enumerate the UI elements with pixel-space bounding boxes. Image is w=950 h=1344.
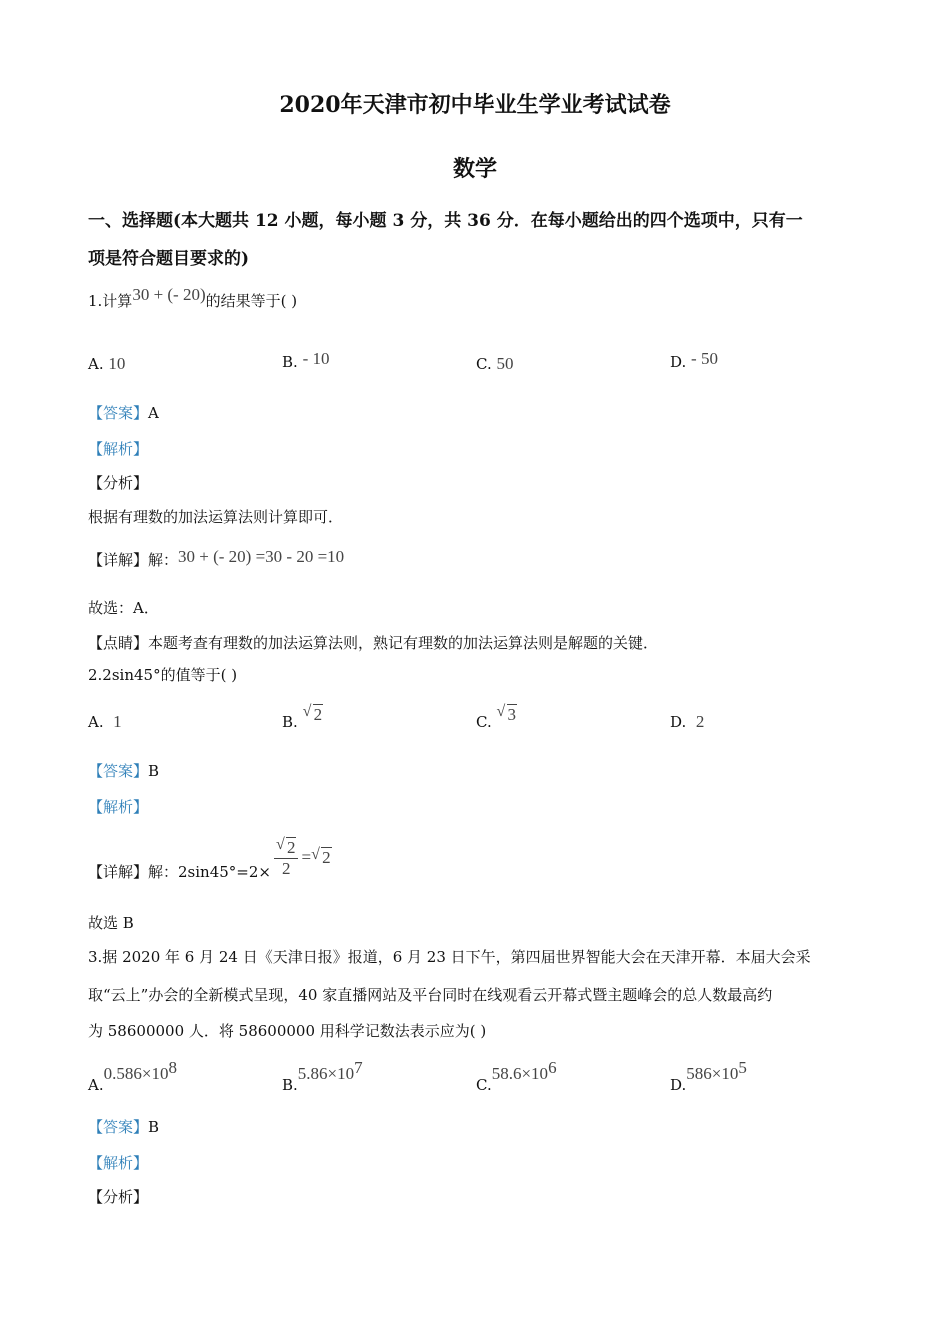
fraction: √ 2 2	[274, 838, 299, 879]
q1-fenxi-tag: 【分析】	[88, 474, 149, 492]
q2-option-d: D. 2	[670, 712, 705, 731]
sqrt-symbol: √ 3	[496, 703, 516, 724]
exam-subject: 数学	[452, 156, 497, 182]
dianjing-text: 本题考查有理数的加法运算法则，熟记有理数的加法运算法则是解题的关键．	[148, 634, 659, 652]
sqrt-symbol: √ 2	[311, 845, 331, 867]
answer-value: A	[148, 404, 159, 422]
q2-analysis-tag: 【解析】	[88, 798, 149, 816]
q3-stem-line3: 为 58600000 人．将 58600000 用科学记数法表示应为( )	[88, 1022, 487, 1040]
dianjing-tag: 【点睛】	[88, 634, 149, 652]
q3-option-b: $B.5.86\times 10^7$	[282, 1058, 363, 1094]
q1-option-a: A. 10	[88, 354, 126, 373]
section-heading-line2: 项是符合题目要求的)	[88, 249, 250, 269]
q3-analysis-tag: 【解析】	[88, 1154, 149, 1172]
q3-stem-line2: 取“云上”办会的全新模式呈现，40 家直播网站及平台同时在线观看云开幕式暨主题峰会的总人数最高约	[88, 986, 773, 1004]
q2-answer	[88, 760, 159, 781]
q3-option-c: $C.58.6\times 10^6$	[476, 1058, 557, 1094]
q1-dianjing	[88, 632, 658, 653]
q3-stem-line1: 3.据 2020 年 6 月 24 日《天津日报》报道，6 月 23 日下午，第四届世界智能大会在天津开幕．本届大会采	[88, 948, 811, 966]
q3-answer	[88, 1116, 159, 1137]
q1-detail	[88, 549, 344, 570]
q1-fenxi-text: 根据有理数的加法运算法则计算即可．	[88, 508, 344, 526]
q1-suffix: 的结果等于( )	[205, 292, 298, 310]
q1-prefix: 1.计算	[88, 292, 133, 310]
detail-tag: 【详解】解：	[88, 862, 179, 881]
answer-tag: 【答案】	[88, 762, 149, 780]
q2-choose: 故选 B	[88, 914, 134, 932]
q1-option-b: B. - 10	[282, 349, 330, 371]
answer-value: B	[148, 762, 160, 780]
q2-option-c: C. √ 3	[476, 703, 516, 731]
q1-analysis-tag: 【解析】	[88, 440, 149, 458]
detail-expression: 30 + (- 20) =30 - 20 =10	[178, 547, 345, 566]
q1-choose: 故选：A．	[88, 599, 159, 617]
answer-tag: 【答案】	[88, 404, 149, 422]
sqrt-symbol: √ 2	[302, 703, 323, 724]
q2-detail: 【详解】解：2sin45°=2× √ 2 2 = √ 2	[88, 836, 331, 881]
q1-answer	[88, 402, 159, 423]
detail-tag: 【详解】解：	[88, 551, 179, 569]
q2-option-b: B. √ 2	[282, 703, 323, 731]
section-heading-line1: 一、选择题(本大题共 12 小题，每小题 3 分，共 36 分．在每小题给出的四个选项中，只有一	[88, 211, 803, 231]
q3-option-d: $D.586\times 10^5$	[670, 1058, 747, 1094]
exam-title: 2020年天津市初中毕业生学业考试试卷	[279, 92, 671, 118]
q2-stem: 2.2sin45°的值等于( )	[88, 666, 238, 684]
q3-option-a: $A.0.586\times 10^8$	[88, 1058, 177, 1094]
detail-lhs: 2sin45°=2×	[178, 862, 271, 881]
answer-value: B	[148, 1118, 160, 1136]
q2-option-a: A. 1	[88, 712, 122, 731]
q1-expression: 30 + (- 20)	[132, 285, 206, 304]
q1-option-d: D. - 50	[670, 349, 718, 371]
answer-tag: 【答案】	[88, 1118, 149, 1136]
q3-fenxi-tag: 【分析】	[88, 1188, 149, 1206]
q1-option-c: C. 50	[476, 354, 514, 373]
q1-stem	[88, 285, 298, 311]
